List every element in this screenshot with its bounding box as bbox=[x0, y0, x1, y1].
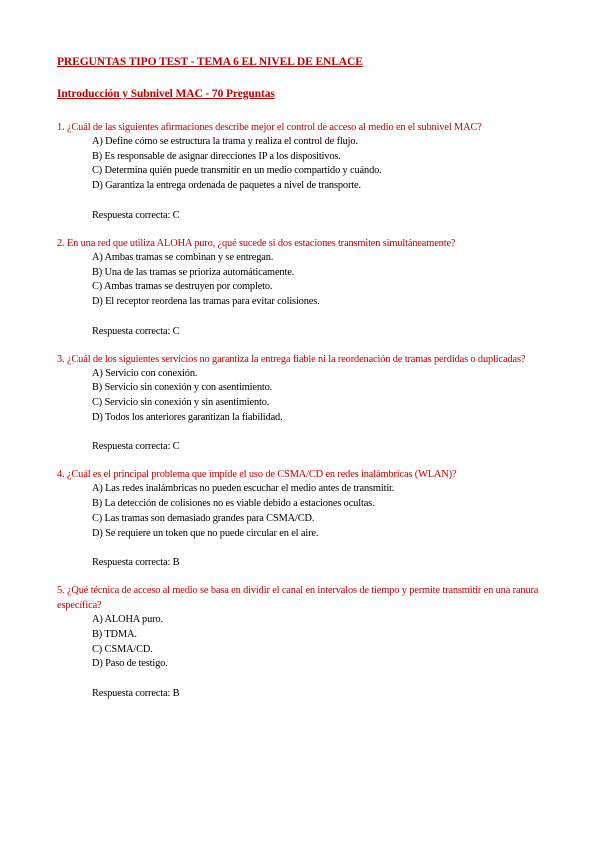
question-text: 5. ¿Qué técnica de acceso al medio se basa en dividir el canal en intervalos de tiempo y permite transmitir en una ranura específica? bbox=[57, 585, 539, 612]
question-1 bbox=[57, 120, 547, 223]
option-b: B) Una de las tramas se prioriza automáticamente. bbox=[92, 266, 295, 278]
option-d: D) Se requiere un token que no puede circular en el aire. bbox=[92, 527, 319, 539]
section-title: Introducción y Subnivel MAC - 70 Preguntas bbox=[57, 88, 275, 100]
option-c: C) CSMA/CD. bbox=[92, 643, 153, 655]
option-b: B) Servicio sin conexión y con asentimiento. bbox=[92, 382, 273, 394]
option-list bbox=[92, 135, 547, 194]
option-d: D) Todos los anteriores garantizan la fiabilidad. bbox=[92, 411, 283, 423]
option-a: A) Las redes inalámbricas no pueden escuchar el medio antes de transmitir. bbox=[92, 483, 395, 495]
option-a: A) Define cómo se estructura la trama y realiza el control de flujo. bbox=[92, 136, 358, 147]
option-c: C) Determina quién puede transmitir en un medio compartido y cuándo. bbox=[92, 165, 382, 177]
option-b: B) Es responsable de asignar direcciones IP a los dispositivos. bbox=[92, 150, 341, 162]
option-d: D) El receptor reordena las tramas para evitar colisiones. bbox=[92, 295, 320, 307]
correct-answer: Respuesta correcta: C bbox=[92, 209, 180, 221]
correct-answer: Respuesta correcta: C bbox=[92, 441, 180, 453]
question-list bbox=[57, 120, 547, 701]
correct-answer: Respuesta correcta: B bbox=[92, 557, 180, 569]
option-d: D) Paso de testigo. bbox=[92, 658, 168, 670]
question-5 bbox=[57, 583, 547, 701]
option-a: A) ALOHA puro. bbox=[92, 614, 163, 626]
question-text: 1. ¿Cuál de las siguientes afirmaciones describe mejor el control de acceso al medio en el subnivel MAC? bbox=[57, 122, 482, 133]
option-list bbox=[92, 251, 547, 310]
question-3 bbox=[57, 352, 547, 455]
option-c: C) Servicio sin conexión y sin asentimiento. bbox=[92, 397, 270, 409]
question-2 bbox=[57, 236, 547, 339]
document-title: PREGUNTAS TIPO TEST - TEMA 6 EL NIVEL DE ENLACE bbox=[57, 56, 363, 68]
option-a: A) Ambas tramas se combinan y se entregan. bbox=[92, 251, 274, 263]
option-c: C) Ambas tramas se destruyen por completo. bbox=[92, 281, 273, 293]
correct-answer: Respuesta correcta: B bbox=[92, 688, 180, 700]
option-list bbox=[92, 482, 547, 541]
option-d: D) Garantiza la entrega ordenada de paquetes a nivel de transporte. bbox=[92, 180, 361, 192]
question-4 bbox=[57, 467, 547, 570]
option-c: C) Las tramas son demasiado grandes para CSMA/CD. bbox=[92, 512, 315, 524]
option-a: A) Servicio con conexión. bbox=[92, 367, 198, 379]
correct-answer: Respuesta correcta: C bbox=[92, 325, 180, 337]
question-text: 3. ¿Cuál de los siguientes servicios no garantiza la entrega fiable ni la reordenación de tramas perdidas o duplicadas? bbox=[57, 353, 526, 365]
question-text: 2. En una red que utiliza ALOHA puro, ¿qué sucede si dos estaciones transmiten simultáneamente? bbox=[57, 237, 456, 249]
question-text: 4. ¿Cuál es el principal problema que impide el uso de CSMA/CD en redes inalámbricas (WLAN)? bbox=[57, 469, 457, 481]
option-list bbox=[92, 613, 547, 672]
option-list bbox=[92, 367, 547, 426]
option-b: B) TDMA. bbox=[92, 628, 137, 640]
option-b: B) La detección de colisiones no es viable debido a estaciones ocultas. bbox=[92, 498, 375, 510]
